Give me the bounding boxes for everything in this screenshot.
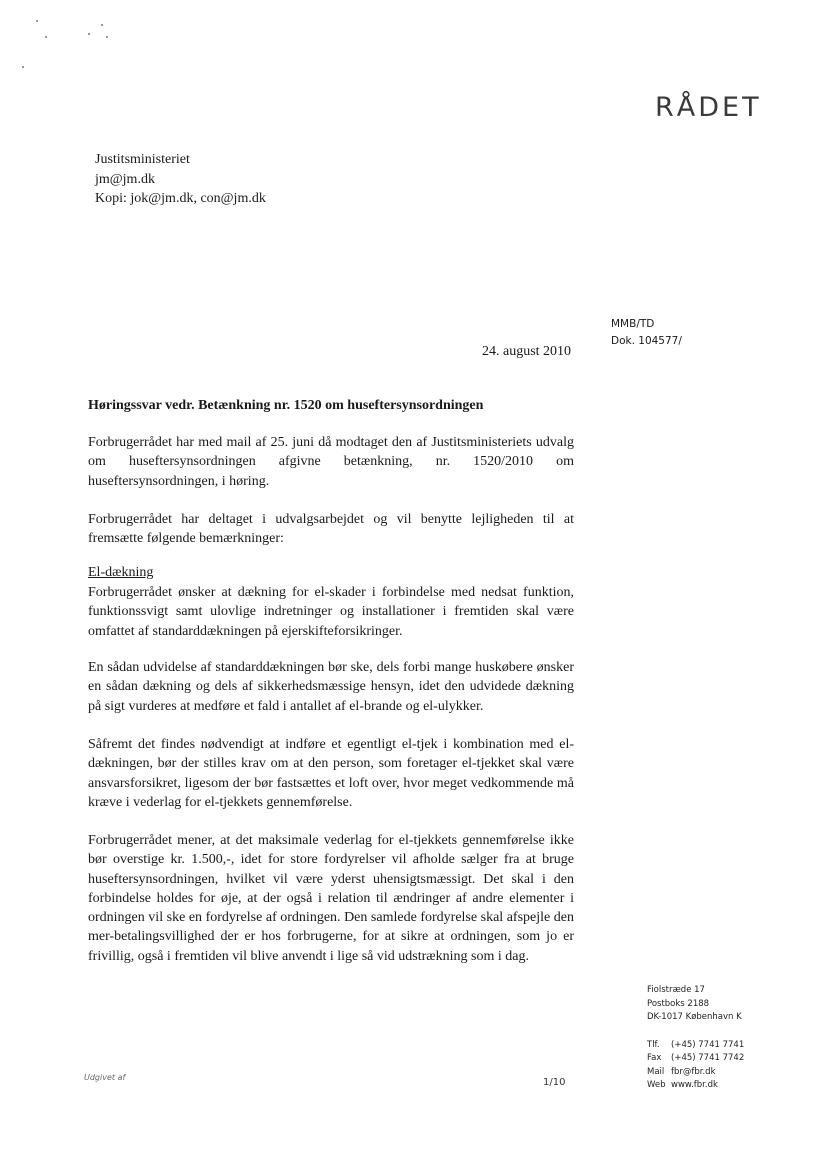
paragraph-extension: En sådan udvidelse af standarddækningen bør ske, dels forbi mange huskøbere ønsker en sådan dækning og dels af sikkerhedsmæssige hensyn, idet den udvidede dækning på sigt vurderes at medføre et fald i antallet af el-brande og el-ulykker.	[88, 660, 574, 714]
organization-logo: RÅDET	[655, 92, 762, 123]
footer-postbox: Postboks 2188	[647, 998, 710, 1009]
footer-fax: Fax (+45) 7741 7742	[647, 1053, 745, 1063]
footer-city: DK-1017 København K	[647, 1012, 742, 1022]
document-reference	[611, 316, 682, 350]
paragraph-el-check: Såfremt det findes nødvendigt at indføre et egentligt el-tjek i kombination med el-dækningen, bør der stilles krav om at den person, som foretager el-tjekket skal være ansvarsforsikret, ligesom der bør fastsættes et loft over, hvor meget vedkommende må kræve i vederlag for el-tjekkets gennemførelse.	[88, 737, 574, 810]
scan-speck	[45, 36, 47, 38]
footer-mail: Mail fbr@fbr.dk	[647, 1066, 716, 1077]
paragraph-participation: Forbrugerrådet har deltaget i udvalgsarbejdet og vil benytte lejligheden til at fremsætte følgende bemærkninger:	[88, 512, 574, 547]
reference-doc-number: Dok. 104577/	[611, 335, 682, 347]
section-heading: El-dækning	[88, 565, 154, 580]
recipient-address	[95, 150, 266, 209]
footer-web: Web www.fbr.dk	[647, 1080, 718, 1090]
footer-publisher-note: Udgivet af	[84, 1073, 126, 1082]
recipient-name: Justitsministeriet	[95, 152, 190, 167]
paragraph-el-coverage: Forbrugerrådet ønsker at dækning for el-skader i forbindelse med nedsat funktion, funktionssvigt samt ulovlige indretninger og installationer i fremtiden skal være omfattet af standarddækningen på ejerskifteforsikringer.	[88, 585, 574, 639]
paragraph-fee: Forbrugerrådet mener, at det maksimale vederlag for el-tjekkets gennemførelse ikke bør overstige kr. 1.500,-, idet for store fordyrelser vil afholde sælger fra at bruge huseftersynsordningen, hvilket vil være yderst uhensigtsmæssigt. Det skal i den forbindelse holdes for øje, at der også i relation til ændringer af andre elementer i ordningen vil ske en fordyrelse af ordningen. Den samlede fordyrelse skal afspejle den mer-betalingsvillighed der er hos forbrugerne, for at sikre at ordningen, som jo er frivillig, også i fremtiden vil blive anvendt i lige så vid udstrækning som i dag.	[88, 833, 574, 964]
recipient-email: jm@jm.dk	[95, 171, 155, 187]
scan-speck	[106, 36, 108, 38]
paragraph-intro: Forbrugerrådet har med mail af 25. juni då modtaget den af Justitsministeriets udvalg om huseftersynsordningen afgivne betænkning, nr. 1520/2010 om huseftersynsordningen, i høring.	[88, 435, 574, 489]
page-number: 1/10	[543, 1077, 566, 1088]
letter-date: 24. august 2010	[482, 344, 572, 359]
scan-speck	[101, 24, 103, 26]
footer-phone: Tlf. (+45) 7741 7741	[647, 1039, 745, 1050]
recipient-copy: Kopi: jok@jm.dk, con@jm.dk	[95, 191, 266, 206]
scan-speck	[22, 66, 24, 68]
scan-speck	[88, 33, 90, 35]
reference-initials: MMB/TD	[611, 318, 655, 330]
footer-contact	[647, 984, 744, 1093]
footer-street: Fiolstræde 17	[647, 985, 705, 995]
letter-title: Høringssvar vedr. Betænkning nr. 1520 om huseftersynsordningen	[88, 398, 484, 413]
scan-speck	[36, 20, 38, 22]
